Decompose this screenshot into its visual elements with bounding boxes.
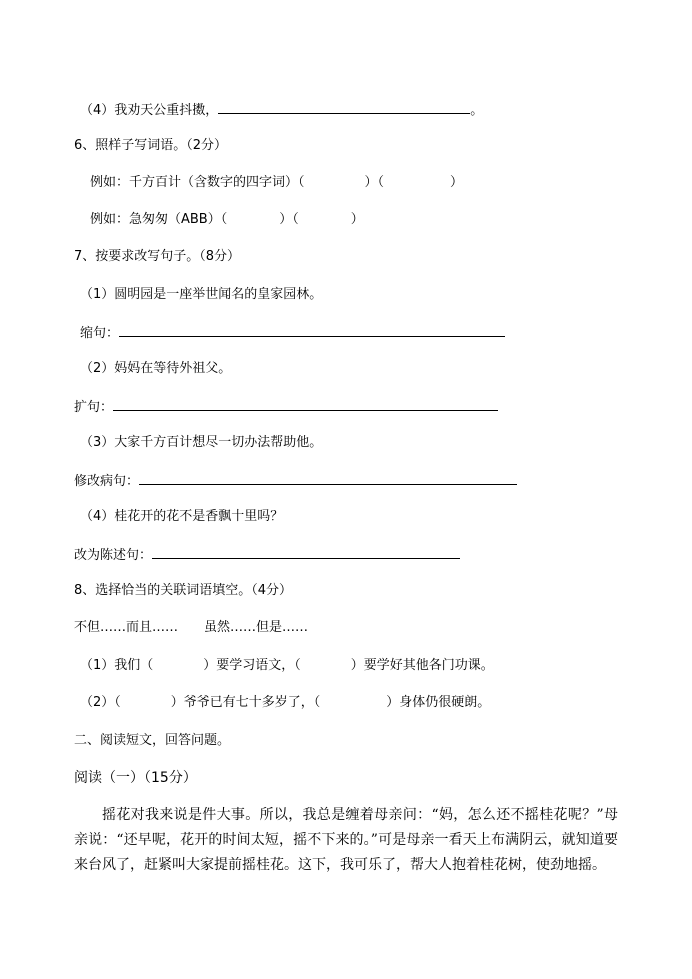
q8-option-b: 虽然……但是…… — [204, 620, 309, 635]
q8-options — [74, 618, 308, 638]
reading-1-passage: 摇花对我来说是件大事。所以，我总是缠着母亲问：“妈，怎么还不摇桂花呢？”母亲说：“还早呢，花开的时间太短，摇不下来的。”可是母亲一看天上布满阴云，就知道要来台风了，赶紧叫大家提前摇桂花。这下，我可乐了，帮大人抱着桂花树，使劲地摇。 — [74, 807, 618, 873]
answer-blank[interactable] — [139, 470, 517, 485]
q8-option-a: 不但……而且…… — [74, 620, 179, 635]
answer-blank[interactable] — [152, 544, 460, 559]
q6-example-2: 例如：急匆匆（ABB）（ ）（ ） — [90, 212, 364, 227]
q8-item-1: （1）我们（ ）要学习语文，（ ）要学好其他各门功课。 — [80, 658, 494, 673]
q6-title: 6、照样子写词语。（2分） — [74, 138, 228, 153]
q7-title: 7、按要求改写句子。（8分） — [74, 249, 241, 264]
reading-1-title: 阅读（一）（15分） — [74, 770, 197, 786]
answer-blank[interactable] — [113, 396, 498, 411]
q7-item-1: （1）圆明园是一座举世闻名的皇家园林。 — [80, 287, 323, 302]
q7-item-4: （4）桂花开的花不是香飘十里吗？ — [80, 509, 284, 524]
q5-item-4: （4）我劝天公重抖擞， 。 — [80, 99, 483, 121]
q5-item-4-text: （4）我劝天公重抖擞， — [80, 103, 219, 118]
answer-blank[interactable] — [218, 99, 470, 114]
q7-item-2-answer: 扩句： — [74, 396, 498, 418]
section-2-title: 二、阅读短文，回答问题。 — [74, 733, 231, 748]
q7-item-1-answer: 缩句： — [80, 322, 505, 344]
answer-blank[interactable] — [119, 322, 505, 337]
q7-item-3: （3）大家千方百计想尽一切办法帮助他。 — [80, 435, 323, 450]
q7-item-3-answer: 修改病句： — [74, 470, 517, 492]
q8-title: 8、选择恰当的关联词语填空。（4分） — [74, 583, 293, 598]
q7-item-2: （2）妈妈在等待外祖父。 — [80, 361, 232, 376]
q6-example-1: 例如：千方百计（含数字的四字词）（ ）（ ） — [90, 175, 464, 190]
q8-item-2: （2）（ ）爷爷已有七十多岁了，（ ）身体仍很硬朗。 — [80, 695, 491, 710]
q7-item-4-answer: 改为陈述句： — [74, 544, 460, 566]
